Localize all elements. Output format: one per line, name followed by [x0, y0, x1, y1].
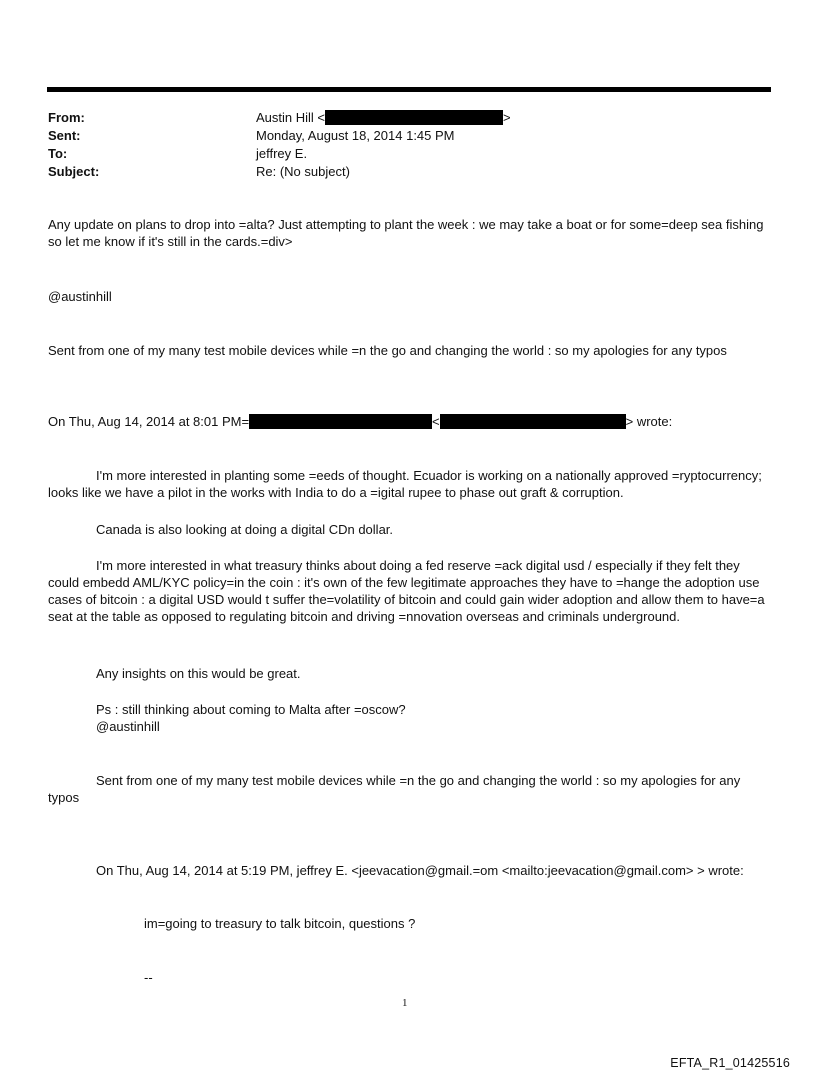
redaction-block	[440, 414, 626, 429]
header-rule	[47, 87, 771, 92]
bates-number: EFTA_R1_01425516	[670, 1056, 790, 1070]
to-label: To:	[48, 146, 68, 161]
from-label: From:	[48, 110, 85, 125]
page-number: 1	[402, 997, 408, 1009]
quote-header-2: On Thu, Aug 14, 2014 at 5:19 PM, jeffrey E. <jeevacation@gmail.=om <mailto:jeevacation@gmail.com> > wrote:	[96, 863, 744, 878]
quote-header-1	[48, 413, 672, 430]
from-close: >	[503, 110, 511, 125]
quote-paragraph: im=going to treasury to talk bitcoin, questions ?	[144, 916, 416, 931]
quote-paragraph: Any insights on this would be great.	[96, 666, 301, 681]
quote-header-lt: <	[432, 414, 440, 429]
quote-twitter-handle: @austinhill	[96, 719, 160, 734]
sent-label: Sent:	[48, 128, 81, 143]
redaction-block	[325, 110, 503, 125]
quote-paragraph: I'm more interested in planting some =eeds of thought. Ecuador is working on a nationally approved =ryptocurrency; looks like we have a pilot in the works with India to do a =igital rupee to phase out graft & corruption.	[48, 468, 762, 500]
quote-header-prefix: On Thu, Aug 14, 2014 at 8:01 PM=	[48, 414, 250, 429]
quote-paragraph: Canada is also looking at doing a digital CDn dollar.	[96, 522, 394, 537]
subject-value: Re: (No subject)	[256, 164, 350, 179]
signature-separator: --	[144, 970, 153, 985]
body-paragraph: Any update on plans to drop into =alta? Just attempting to plant the week : we may take a boat or for some=deep sea fishing so let me know if it's still in the cards.=div>	[48, 217, 764, 249]
from-value	[256, 109, 511, 126]
to-value: jeffrey E.	[256, 146, 308, 161]
redaction-block	[249, 414, 432, 429]
from-name: Austin Hill <	[256, 110, 325, 125]
quote-signature-line: Sent from one of my many test mobile devices while =n the go and changing the world : so my apologies for any typos	[48, 773, 741, 805]
quote-paragraph: Ps : still thinking about coming to Malta after =oscow?	[96, 702, 406, 717]
from-row	[48, 109, 768, 127]
to-row	[48, 145, 768, 163]
subject-label: Subject:	[48, 164, 100, 179]
sent-row	[48, 127, 768, 145]
signature-line: Sent from one of my many test mobile devices while =n the go and changing the world : so my apologies for any typos	[48, 343, 727, 358]
quote-paragraph: I'm more interested in what treasury thinks about doing a fed reserve =ack digital usd / especially if they felt they could embedd AML/KYC policy=in the coin : it's own of the few legitimate approaches they have to =hange the adoption use cases of bitcoin : a digital USD would t suffer the=volatility of bitcoin and could gain wider adoption and allow them to have=a seat at the table as opposed to regulating bitcoin and driving =nnovation overseas and criminals underground.	[48, 558, 765, 624]
sent-value: Monday, August 18, 2014 1:45 PM	[256, 128, 455, 143]
twitter-handle: @austinhill	[48, 289, 112, 304]
subject-row	[48, 163, 768, 181]
quote-header-suffix: > wrote:	[625, 414, 673, 429]
